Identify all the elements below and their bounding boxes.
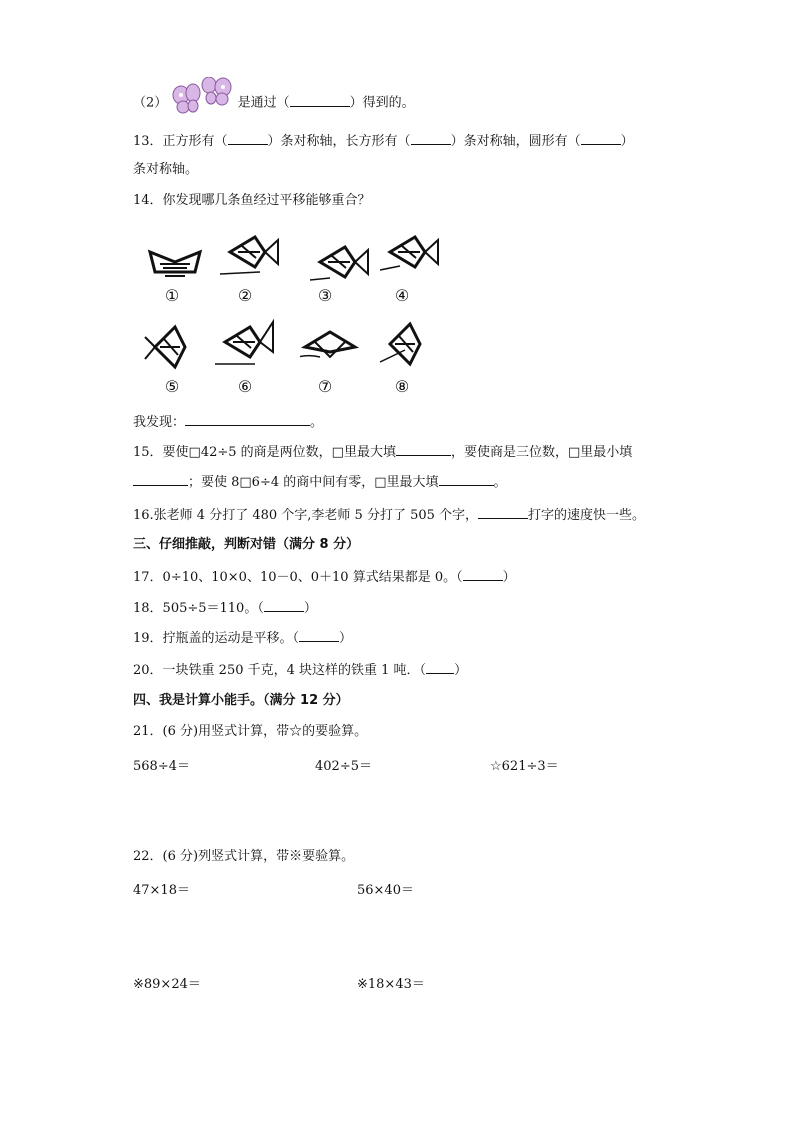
section-4-heading: 四、我是计算小能手。（满分 12 分）	[133, 693, 349, 708]
fish-label-1: ①	[164, 286, 180, 305]
q22-question: 22．(6 分)列竖式计算，带※要验算。	[133, 849, 355, 864]
q20-end: ）	[454, 663, 468, 678]
q15-line1	[133, 443, 632, 461]
q15-text-c: ；要使 8□6÷4 的商中间有零，□里最大填	[188, 475, 439, 490]
q14-question: 14．你发现哪几条鱼经过平移能够重合？	[133, 193, 371, 208]
q14-found-label: 我发现：	[133, 415, 186, 430]
q14-answer-blank[interactable]	[185, 413, 310, 426]
fish-label-2: ②	[237, 286, 253, 305]
q20-text: 20．一块铁重 250 千克，4 块这样的铁重 1 吨．（	[133, 663, 427, 678]
q15-line2	[133, 473, 507, 491]
fish-7-icon	[300, 317, 360, 372]
q22-item-4: ※18×43＝	[357, 977, 425, 992]
q19	[133, 629, 352, 647]
q19-text: 19．拧瓶盖的运动是平移。（	[133, 631, 300, 646]
q19-blank[interactable]	[299, 629, 339, 642]
q15-blank-3[interactable]	[439, 473, 494, 486]
q13-line2: 条对称轴。	[133, 162, 199, 177]
q18-blank[interactable]	[264, 599, 304, 612]
q21-question: 21．(6 分)用竖式计算，带☆的要验算。	[133, 724, 368, 739]
q13-blank-circle[interactable]	[581, 132, 621, 145]
q20	[133, 661, 467, 679]
q18-text: 18．505÷5＝110。（	[133, 601, 264, 616]
butterfly-image	[171, 77, 233, 117]
q13-blank-rectangle[interactable]	[411, 132, 451, 145]
q18	[133, 599, 317, 617]
q17-text: 17．0÷10、10×0、10－0、0＋10 算式结果都是 0。（	[133, 570, 463, 585]
q16-blank[interactable]	[478, 506, 528, 519]
q13-text-a: 13．正方形有（	[133, 134, 228, 149]
fish-label-5: ⑤	[164, 377, 180, 396]
fish-5-icon	[140, 317, 200, 372]
section-3-heading: 三、仔细推敲，判断对错（满分 8 分）	[133, 537, 360, 552]
q16	[133, 506, 645, 524]
q16-text-b: 打字的速度快一些。	[528, 508, 646, 523]
q15-text-a: 15．要使□42÷5 的商是两位数，□里最大填	[133, 445, 396, 460]
fish-4-icon	[380, 222, 440, 277]
q22-item-2: 56×40＝	[357, 883, 414, 898]
q22-item-3: ※89×24＝	[133, 977, 201, 992]
q22-item-1: 47×18＝	[133, 883, 190, 898]
q14-found	[133, 413, 323, 431]
q13-line1	[133, 132, 634, 150]
fish-figure	[140, 222, 430, 402]
fish-label-3: ③	[317, 286, 333, 305]
q13-text-d: ）	[620, 134, 634, 149]
q21-item-1: 568÷4＝	[133, 759, 190, 774]
q14-found-end: 。	[310, 415, 324, 430]
q17	[133, 568, 516, 586]
fish-label-4: ④	[394, 286, 410, 305]
fish-6-icon	[215, 312, 275, 367]
q12-blank[interactable]	[290, 94, 350, 107]
q15-blank-2[interactable]	[133, 473, 188, 486]
q12-text-b: ）得到的。	[349, 95, 415, 111]
fish-8-icon	[375, 314, 435, 369]
q12-text-a: 是通过（	[237, 95, 290, 111]
q17-end: ）	[502, 570, 516, 585]
q21-item-2: 402÷5＝	[315, 759, 372, 774]
q20-blank[interactable]	[426, 661, 454, 674]
fish-label-8: ⑧	[394, 377, 410, 396]
q15-text-b: ，要使商是三位数，□里最小填	[450, 445, 633, 460]
q12-part2	[133, 83, 415, 123]
q15-text-d: 。	[493, 475, 507, 490]
fish-label-7: ⑦	[317, 377, 333, 396]
q21-item-3: ☆621÷3＝	[490, 759, 559, 774]
q17-blank[interactable]	[463, 568, 503, 581]
q18-end: ）	[303, 601, 317, 616]
q16-text-a: 16.张老师 4 分打了 480 个字,李老师 5 分打了 505 个字，	[133, 508, 479, 523]
fish-2-icon	[220, 222, 280, 277]
q19-end: ）	[339, 631, 353, 646]
q13-text-c: ）条对称轴，圆形有（	[450, 134, 581, 149]
q13-text-b: ）条对称轴，长方形有（	[267, 134, 411, 149]
fish-1-icon	[145, 232, 205, 287]
q13-blank-square[interactable]	[228, 132, 268, 145]
q15-blank-1[interactable]	[396, 443, 451, 456]
fish-3-icon	[310, 232, 370, 287]
fish-label-6: ⑥	[237, 377, 253, 396]
q12-prefix: （2）	[133, 95, 168, 111]
